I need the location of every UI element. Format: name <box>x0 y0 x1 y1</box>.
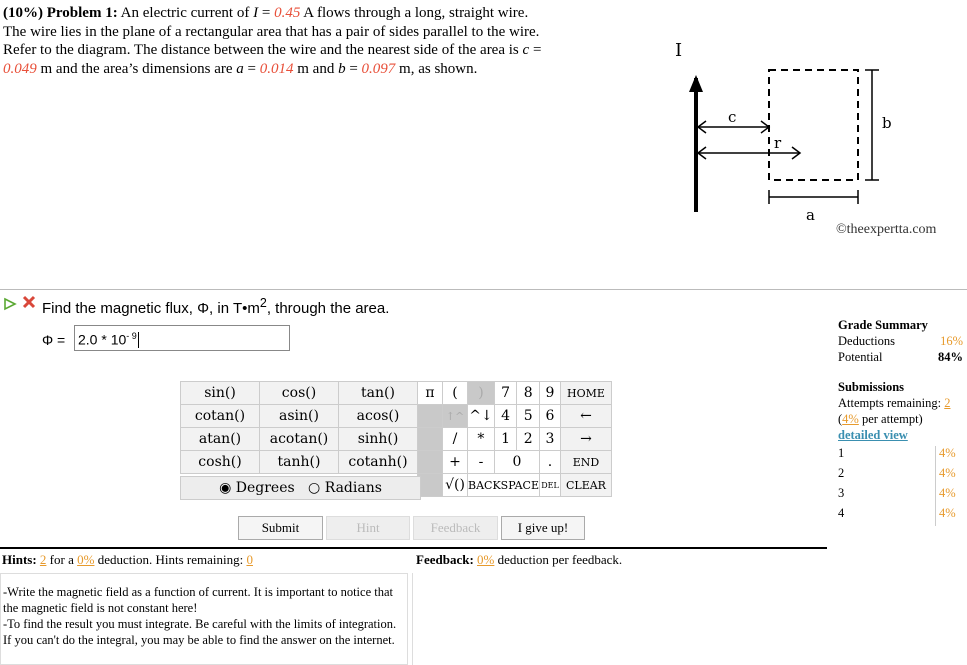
c-value: 0.049 <box>3 60 37 77</box>
minus-button[interactable]: - <box>468 451 495 474</box>
attempts-label: Attempts remaining: <box>838 396 942 410</box>
deductions-value: 16% <box>940 334 963 348</box>
hints-box <box>0 573 408 665</box>
submission-pct: 4% <box>935 466 963 486</box>
digit-1[interactable]: 1 <box>494 428 517 451</box>
sinh-button[interactable]: sinh() <box>339 428 418 451</box>
eq-sign: = <box>345 60 362 77</box>
digit-4[interactable]: 4 <box>494 405 517 428</box>
problem-text: m and the area’s dimensions are <box>36 60 237 77</box>
divider-bottom <box>0 547 827 549</box>
tanh-button[interactable]: tanh() <box>260 451 339 474</box>
answer-value: 2.0 * 10 <box>78 331 127 348</box>
submission-pct: 4% <box>935 506 963 526</box>
digit-0[interactable]: 0 <box>494 451 539 474</box>
tan-button[interactable]: tan() <box>339 382 418 405</box>
del-button[interactable]: DEL <box>539 474 560 497</box>
divider-top <box>0 289 967 290</box>
current-arrow <box>689 75 703 92</box>
digit-2[interactable]: 2 <box>517 428 540 451</box>
grade-title: Grade Summary <box>838 318 928 332</box>
hints-text: for a <box>46 552 78 567</box>
submission-num: 3 <box>838 486 845 500</box>
acos-button[interactable]: acos() <box>339 405 418 428</box>
problem-text: m and <box>293 60 339 77</box>
home-button[interactable]: HOME <box>560 382 611 405</box>
digit-7[interactable]: 7 <box>494 382 517 405</box>
divide-button[interactable]: / <box>443 428 468 451</box>
radians-radio[interactable]: ○ <box>308 480 321 496</box>
sin-button[interactable]: sin() <box>181 382 260 405</box>
problem-text: Refer to the diagram. The distance between the wire and the nearest side of the area is <box>3 42 523 58</box>
backspace-button[interactable]: BACKSPACE <box>468 474 540 497</box>
deductions-label: Deductions <box>838 334 895 348</box>
submission-row <box>838 486 963 506</box>
wire-diagram <box>660 30 892 224</box>
hints-text: deduction. Hints remaining: <box>94 552 244 567</box>
pi-button[interactable]: π <box>418 382 443 405</box>
problem-statement <box>3 4 593 78</box>
problem-weight: (10%) <box>3 5 43 21</box>
radians-label: Radians <box>324 480 382 496</box>
give-up-button[interactable]: I give up! <box>501 516 585 540</box>
multiply-button[interactable]: * <box>468 428 495 451</box>
submission-row <box>838 506 963 526</box>
submission-row <box>838 446 963 466</box>
hints-remaining: 0 <box>246 552 253 567</box>
feedback-box <box>412 573 827 665</box>
asin-button[interactable]: asin() <box>260 405 339 428</box>
problem-text: m, as shown. <box>395 60 478 77</box>
detailed-view-link[interactable]: detailed view <box>838 428 908 442</box>
var-a: a <box>236 60 244 77</box>
cotan-button[interactable]: cotan() <box>181 405 260 428</box>
potential-value: 84% <box>938 350 963 364</box>
hints-label: Hints: <box>2 552 37 567</box>
feedback-text: deduction per feedback. <box>494 552 623 567</box>
hints-pct: 0% <box>77 552 95 567</box>
label-I: I <box>675 40 683 61</box>
problem-text: An electric current of <box>120 5 254 21</box>
digit-8[interactable]: 8 <box>517 382 540 405</box>
hints-count: 2 <box>39 552 47 567</box>
digit-9[interactable]: 9 <box>539 382 560 405</box>
eq-sign: = <box>258 5 275 21</box>
digit-5[interactable]: 5 <box>517 405 540 428</box>
digit-6[interactable]: 6 <box>539 405 560 428</box>
grade-spacer <box>838 366 963 380</box>
submission-pct: 4% <box>935 446 963 466</box>
cosh-button[interactable]: cosh() <box>181 451 260 474</box>
rparen-button[interactable]: ) <box>468 382 495 405</box>
label-a: a <box>806 206 815 224</box>
question-pre: Find the magnetic flux, Φ, in T•m <box>42 300 260 317</box>
feedback-button[interactable]: Feedback <box>413 516 498 540</box>
lparen-button[interactable]: ( <box>443 382 468 405</box>
attempts-value: 2 <box>944 396 951 410</box>
hint-2: -To find the result you must integrate. Be careful with the limits of integration. If you can't do the integral, you may be able to find the answer on the internet. <box>3 617 397 647</box>
rect-area <box>769 70 858 180</box>
current-value: 0.45 <box>274 5 301 21</box>
submission-row <box>838 466 963 486</box>
var-c: c <box>522 42 530 58</box>
answer-label: Φ = <box>42 332 66 348</box>
var-b: b <box>338 60 346 77</box>
clear-button[interactable]: CLEAR <box>560 474 611 497</box>
submission-num: 2 <box>838 466 845 480</box>
copyright: ©theexpertta.com <box>836 222 937 237</box>
end-button[interactable]: END <box>560 451 611 474</box>
degrees-radio[interactable]: ◉ <box>219 480 232 496</box>
degrees-label: Degrees <box>235 480 295 496</box>
question-text <box>42 296 389 317</box>
var-I: I <box>253 5 259 21</box>
problem-text: A flows through a long, straight wire. <box>300 5 529 21</box>
digit-3[interactable]: 3 <box>539 428 560 451</box>
problem-text: The wire lies in the plane of a rectangular area that has a pair of sides parallel to the wire. <box>3 23 540 40</box>
question-sup: 2 <box>259 296 267 310</box>
submission-num: 4 <box>838 506 845 520</box>
submission-pct: 4% <box>935 486 963 506</box>
up-button[interactable]: ↑^ <box>443 405 468 428</box>
per-attempt-pct: 4% <box>842 412 859 426</box>
grade-summary: Grade Summary Deductions 16% Potential 84% Submissions Attempts remaining: 2 (4% per attempt) detailed view 1 4% 2 4% 3 4% 4 4% <box>838 318 963 526</box>
problem-title: Problem 1: <box>46 5 118 21</box>
calc-blank <box>418 451 443 474</box>
answer-exponent: - 9 <box>126 331 137 341</box>
a-value: 0.014 <box>259 60 294 77</box>
acotan-button[interactable]: acotan() <box>260 428 339 451</box>
b-value: 0.097 <box>361 60 396 77</box>
play-icon[interactable] <box>3 297 17 311</box>
calc-blank <box>418 428 443 451</box>
angle-mode <box>180 476 421 500</box>
feedback-header <box>416 552 622 568</box>
submission-num: 1 <box>838 446 845 460</box>
text-cursor <box>138 332 139 348</box>
hints-header <box>2 552 253 568</box>
question-post: , through the area. <box>266 300 390 317</box>
calc-blank <box>418 474 443 497</box>
incorrect-icon <box>21 294 37 310</box>
answer-input[interactable] <box>74 325 290 351</box>
sqrt-button[interactable]: √() <box>443 474 468 497</box>
potential-label: Potential <box>838 350 883 364</box>
label-c: c <box>728 108 737 126</box>
label-b: b <box>882 114 892 132</box>
forward-arrow-button[interactable]: → <box>560 428 611 451</box>
plus-button[interactable]: + <box>443 451 468 474</box>
eq-sign: = <box>243 60 260 77</box>
cotanh-button[interactable]: cotanh() <box>339 451 418 474</box>
feedback-label: Feedback: <box>416 552 474 567</box>
eq-sign: = <box>529 42 542 58</box>
submit-button[interactable]: Submit <box>238 516 323 540</box>
feedback-pct: 0% <box>477 552 495 567</box>
decimal-button[interactable]: . <box>539 451 560 474</box>
submissions-title: Submissions <box>838 380 905 394</box>
calc-blank <box>418 405 443 428</box>
caret-button[interactable]: ^↓ <box>468 405 495 428</box>
per-attempt-text: per attempt) <box>858 412 923 426</box>
hint-1: -Write the magnetic field as a function of current. It is important to notice that the magnetic field is not constant here! <box>3 585 393 615</box>
hint-button[interactable]: Hint <box>326 516 410 540</box>
label-r: r <box>774 134 782 152</box>
cos-button[interactable]: cos() <box>260 382 339 405</box>
back-arrow-button[interactable]: ← <box>560 405 611 428</box>
atan-button[interactable]: atan() <box>181 428 260 451</box>
